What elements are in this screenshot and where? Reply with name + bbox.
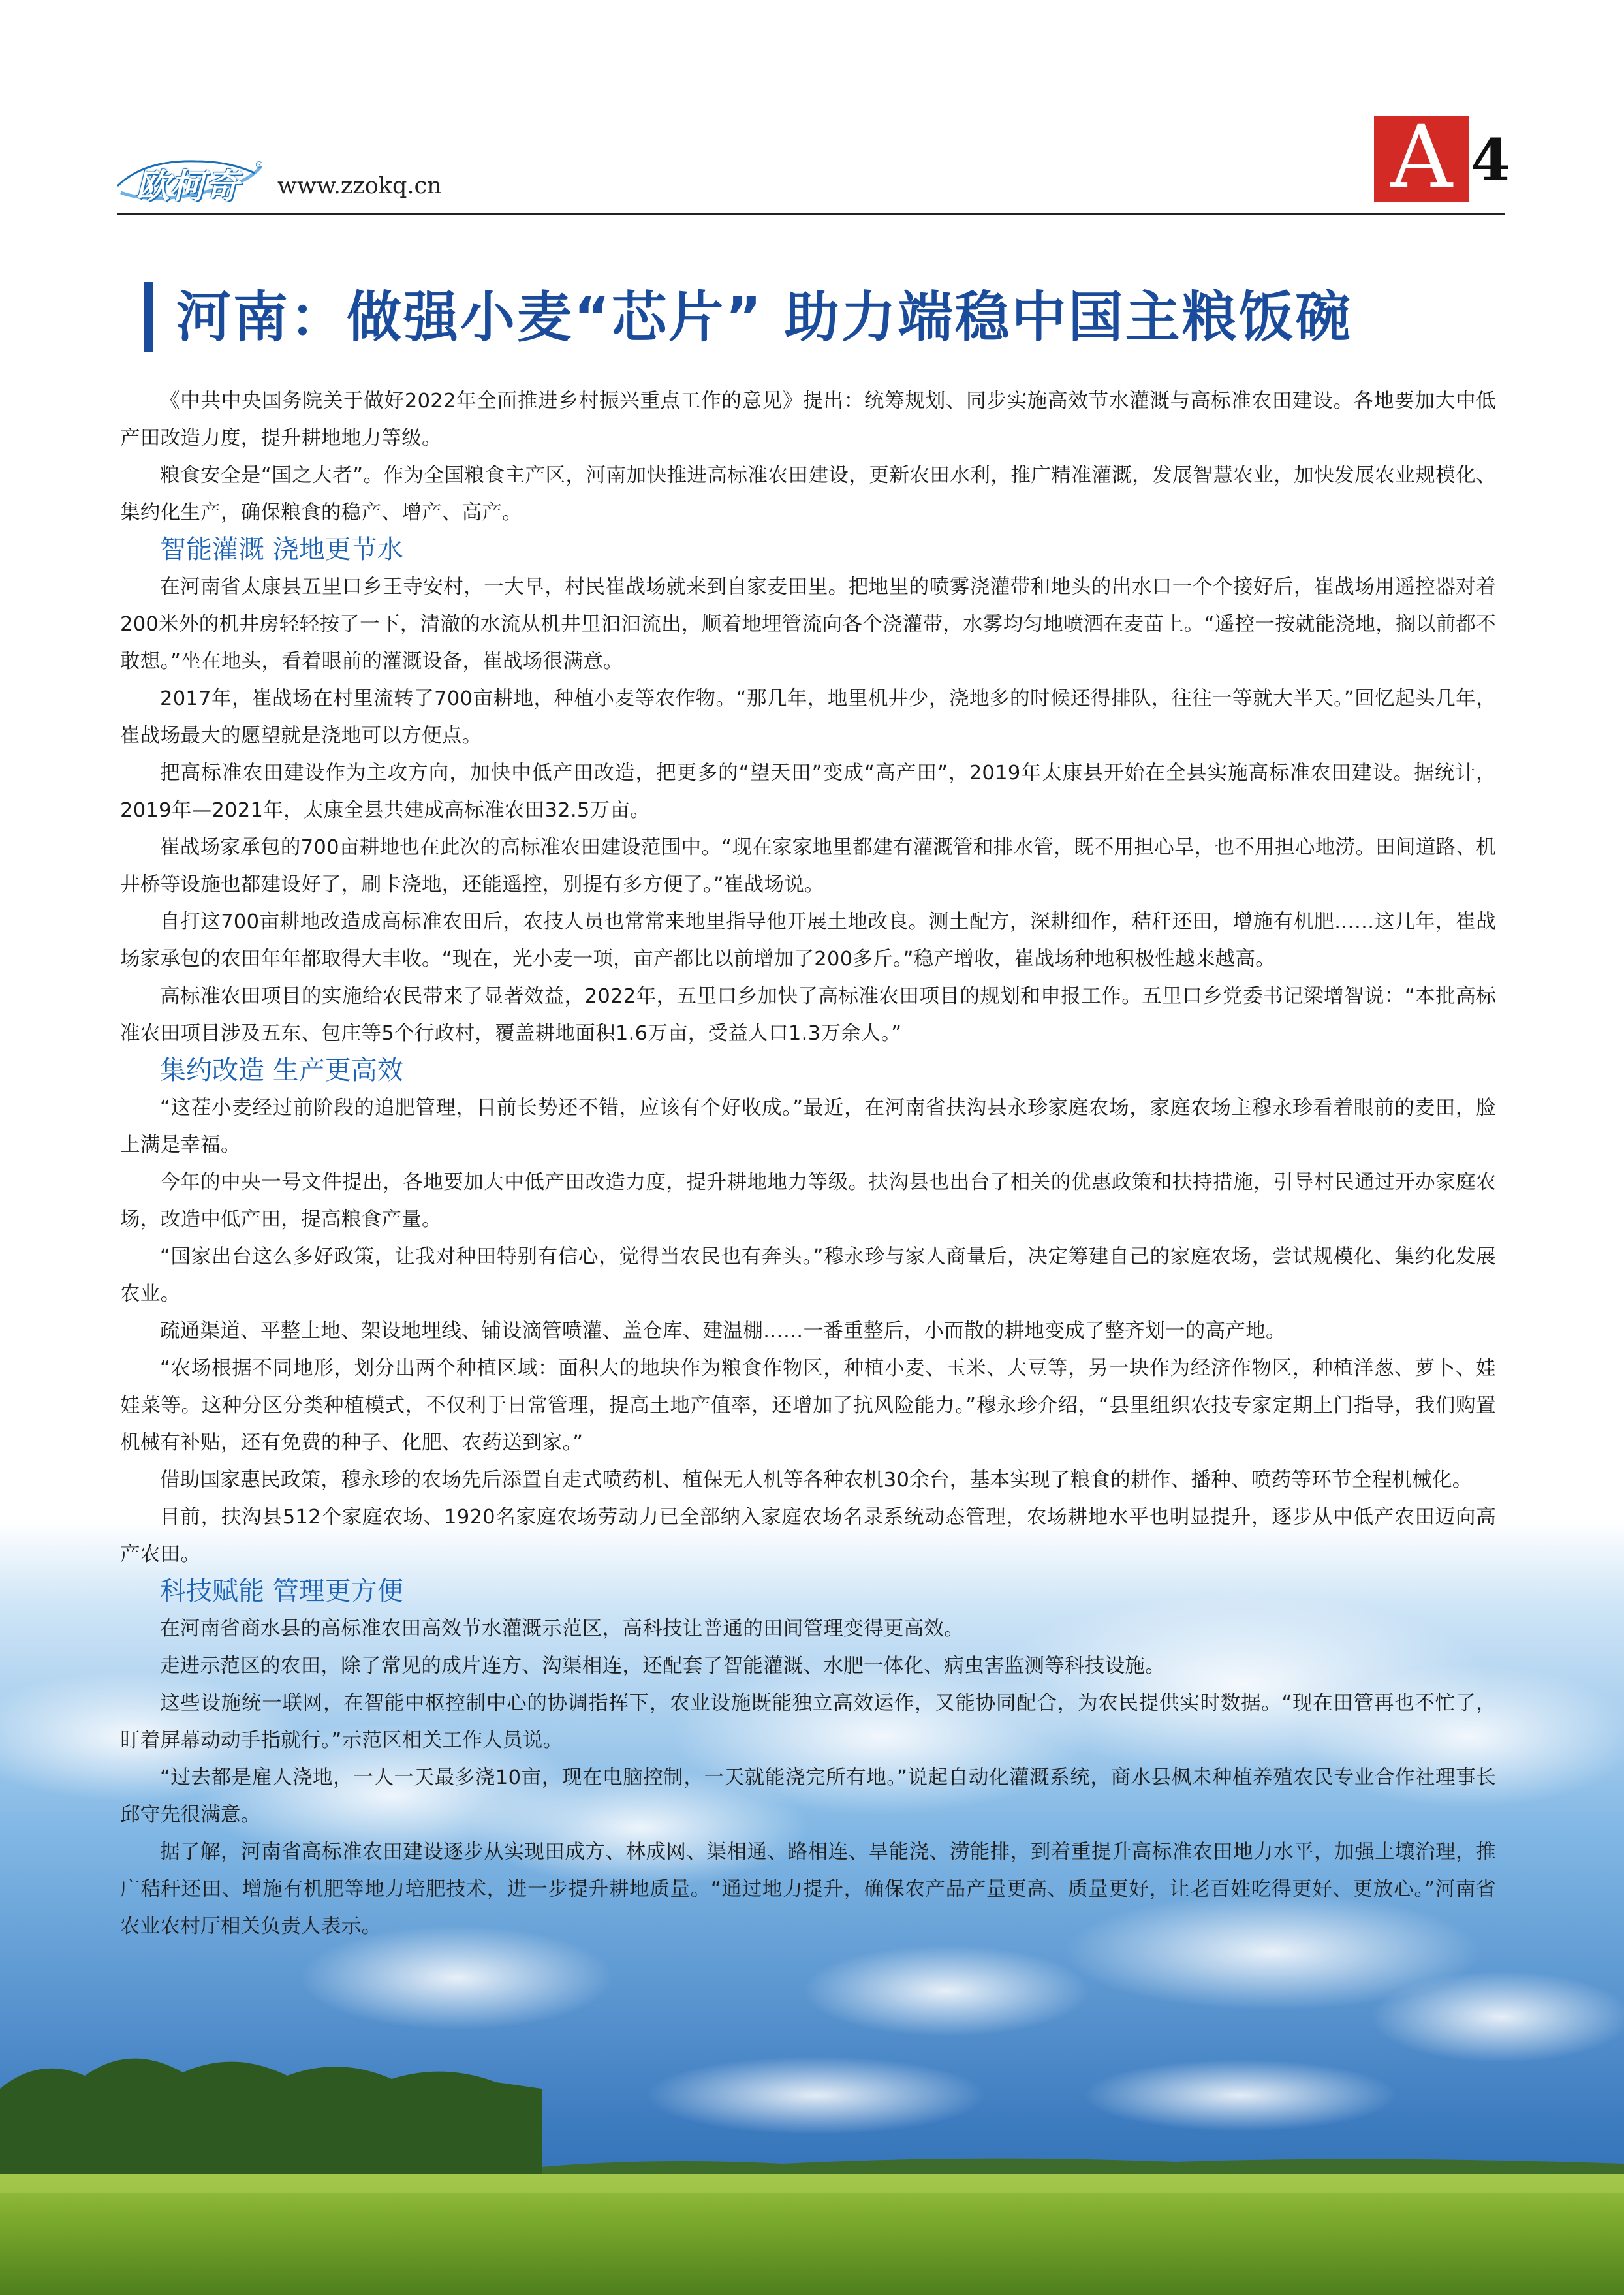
section-heading-irrigation: 智能灌溉 浇地更节水 [160, 535, 403, 565]
paragraph: 走进示范区的农田，除了常见的成片连方、沟渠相连，还配套了智能灌溉、水肥一体化、病虫害监测等科技设施。 [160, 1655, 1165, 1678]
tree-line [0, 2059, 1624, 2180]
logo-text: 欧柯奇 [136, 167, 240, 206]
header-divider [117, 213, 1505, 215]
page-header [117, 134, 1505, 212]
article-headline: 河南：做强小麦“芯片” 助力端稳中国主粮饭碗 [176, 285, 1352, 349]
article-body [120, 382, 1496, 1945]
paragraph: 崔战场家承包的700亩耕地也在此次的高标准农田建设范围中。“现在家家地里都建有灌溉管和排水管，既不用担心旱，也不用担心地涝。田间道路、机井桥等设施也都建设好了，刷卡浇地，还能遥控，别提有多方便了。”崔战场说。 [120, 836, 1496, 896]
paragraph: 据了解，河南省高标准农田建设逐步从实现田成方、林成网、渠相通、路相连、旱能浇、涝能排，到着重提升高标准农田地力水平，加强土壤治理，推广秸秆还田、增施有机肥等地力培肥技术，进一步提升耕地质量。“通过地力提升，确保农产品产量更高、质量更好，让老百姓吃得更好、更放心。”河南省农业农村厅相关负责人表示。 [120, 1841, 1496, 1938]
paragraph: 高标准农田项目的实施给农民带来了显著效益，2022年，五里口乡加快了高标准农田项目的规划和申报工作。五里口乡党委书记梁增智说：“本批高标准农田项目涉及五东、包庄等5个行政村，覆盖耕地面积1.6万亩，受益人口1.3万余人。” [120, 985, 1496, 1045]
wheat-field [0, 2174, 1624, 2295]
paragraph: 目前，扶沟县512个家庭农场、1920名家庭农场劳动力已全部纳入家庭农场名录系统动态管理，农场耕地水平也明显提升，逐步从中低产农田迈向高产农田。 [120, 1506, 1496, 1566]
paragraph: 在河南省太康县五里口乡王寺安村，一大早，村民崔战场就来到自家麦田里。把地里的喷雾浇灌带和地头的出水口一个个接好后，崔战场用遥控器对着200米外的机井房轻轻按了一下，清澈的水流从机井里汩汩流出，顺着地埋管流向各个浇灌带，水雾均匀地喷洒在麦苗上。“遥控一按就能浇地，搁以前都不敢想。”坐在地头，看着眼前的灌溉设备，崔战场很满意。 [120, 576, 1497, 673]
paragraph: 这些设施统一联网，在智能中枢控制中心的协调指挥下，农业设施既能独立高效运作，又能协同配合，为农民提供实时数据。“现在田管再也不忙了，盯着屏幕动动手指就行。”示范区相关工作人员说。 [120, 1692, 1496, 1752]
paragraph: 粮食安全是“国之大者”。作为全国粮食主产区，河南加快推进高标准农田建设，更新农田水利，推广精准灌溉，发展智慧农业，加快发展农业规模化、集约化生产，确保粮食的稳产、增产、高产。 [120, 464, 1496, 524]
site-url[interactable]: www.zzokq.cn [277, 173, 442, 199]
paragraph: 把高标准农田建设作为主攻方向，加快中低产田改造，把更多的“望天田”变成“高产田”，2019年太康县开始在全县实施高标准农田建设。据统计，2019年—2021年，太康全县共建成高标准农田32.5万亩。 [120, 762, 1496, 822]
paragraph: “过去都是雇人浇地，一人一天最多浇10亩，现在电脑控制，一天就能浇完所有地。”说起自动化灌溉系统，商水县枫未种植养殖农民专业合作社理事长邱守先很满意。 [120, 1766, 1496, 1826]
headline-accent-bar [144, 282, 153, 352]
paragraph: 2017年，崔战场在村里流转了700亩耕地，种植小麦等农作物。“那几年，地里机井少，浇地多的时候还得排队，往往一等就大半天。”回忆起头几年，崔战场最大的愿望就是浇地可以方便点。 [120, 687, 1496, 747]
paragraph: 在河南省商水县的高标准农田高效节水灌溉示范区，高科技让普通的田间管理变得更高效。 [160, 1617, 964, 1640]
paragraph: “国家出台这么多好政策，让我对种田特别有信心，觉得当农民也有奔头。”穆永珍与家人商量后，决定筹建自己的家庭农场，尝试规模化、集约化发展农业。 [120, 1245, 1496, 1305]
section-letter: A [1390, 107, 1453, 208]
registered-mark: ® [255, 160, 264, 170]
page-number: 4 [1471, 126, 1511, 194]
section-heading-technology: 科技赋能 管理更方便 [160, 1576, 403, 1606]
paragraph: 自打这700亩耕地改造成高标准农田后，农技人员也常常来地里指导他开展土地改良。测土配方，深耕细作，秸秆还田，增施有机肥……这几年，崔战场家承包的农田年年都取得大丰收。“现在，光小麦一项，亩产都比以前增加了200多斤。”稳产增收，崔战场种地积极性越来越高。 [120, 911, 1496, 971]
section-heading-intensive: 集约改造 生产更高效 [160, 1055, 403, 1085]
paragraph: 今年的中央一号文件提出，各地要加大中低产田改造力度，提升耕地地力等级。扶沟县也出台了相关的优惠政策和扶持措施，引导村民通过开办家庭农场，改造中低产田，提高粮食产量。 [120, 1171, 1496, 1231]
paragraph: “农场根据不同地形，划分出两个种植区域：面积大的地块作为粮食作物区，种植小麦、玉米、大豆等，另一块作为经济作物区，种植洋葱、萝卜、娃娃菜等。这种分区分类种植模式，不仅利于日常管理，提高土地产值率，还增加了抗风险能力。”穆永珍介绍，“县里组织农技专家定期上门指导，我们购置机械有补贴，还有免费的种子、化肥、农药送到家。” [120, 1357, 1496, 1454]
paragraph: “这茬小麦经过前阶段的追肥管理，目前长势还不错，应该有个好收成。”最近，在河南省扶沟县永珍家庭农场，家庭农场主穆永珍看着眼前的麦田，脸上满是幸福。 [120, 1097, 1496, 1157]
paragraph: 疏通渠道、平整土地、架设地埋线、铺设滴管喷灌、盖仓库、建温棚……一番重整后，小而散的耕地变成了整齐划一的高产地。 [160, 1320, 1286, 1343]
section-badge [1374, 107, 1469, 208]
paragraph: 借助国家惠民政策，穆永珍的农场先后添置自走式喷药机、植保无人机等各种农机30余台，基本实现了粮食的耕作、播种、喷药等环节全程机械化。 [160, 1469, 1473, 1491]
paragraph: 《中共中央国务院关于做好2022年全面推进乡村振兴重点工作的意见》提出：统筹规划、同步实施高效节水灌溉与高标准农田建设。各地要加大中低产田改造力度，提升耕地地力等级。 [120, 390, 1496, 450]
brand-logo [117, 153, 264, 206]
